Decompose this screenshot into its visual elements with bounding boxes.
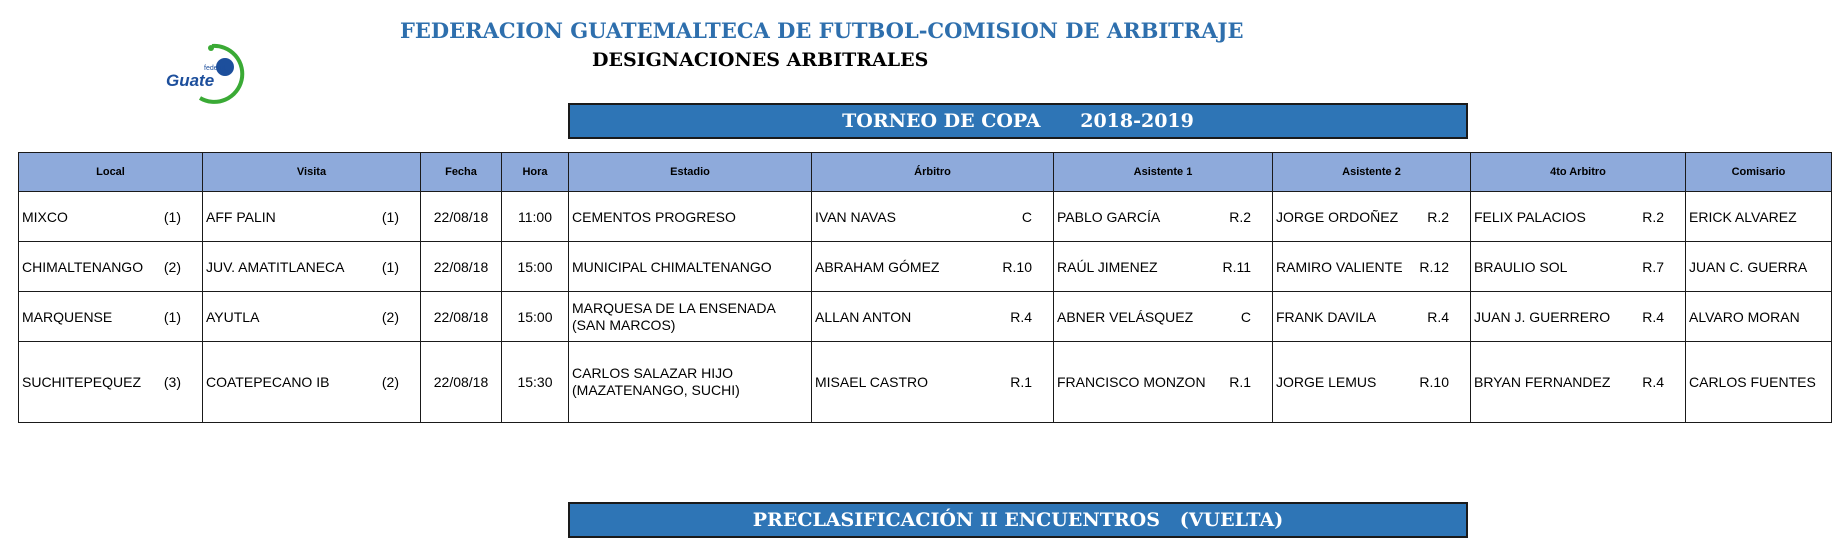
cell-asistente2: FRANK DAVILA R.4 bbox=[1273, 292, 1471, 342]
col-header-asistente1: Asistente 1 bbox=[1054, 153, 1273, 192]
document-subtitle: DESIGNACIONES ARBITRALES bbox=[592, 49, 929, 71]
table-row bbox=[19, 242, 1832, 292]
cell-cuarto: BRAULIO SOL R.7 bbox=[1471, 242, 1686, 292]
cell-cuarto: JUAN J. GUERRERO R.4 bbox=[1471, 292, 1686, 342]
cell-asistente1: RAÚL JIMENEZ R.11 bbox=[1054, 242, 1273, 292]
cell-fecha: 22/08/18 bbox=[421, 342, 502, 423]
preclasificacion-banner bbox=[568, 502, 1468, 538]
table-row bbox=[19, 192, 1832, 242]
cell-fecha: 22/08/18 bbox=[421, 242, 502, 292]
cell-estadio: MUNICIPAL CHIMALTENANGO bbox=[569, 242, 812, 292]
cell-hora: 15:30 bbox=[502, 342, 569, 423]
tournament-season: 2018-2019 bbox=[1080, 110, 1194, 132]
cell-comisario: CARLOS FUENTES bbox=[1686, 342, 1832, 423]
cell-fecha: 22/08/18 bbox=[421, 192, 502, 242]
col-header-estadio: Estadio bbox=[569, 153, 812, 192]
cell-estadio: CEMENTOS PROGRESO bbox=[569, 192, 812, 242]
tournament-name: TORNEO DE COPA bbox=[842, 110, 1041, 132]
federation-title: FEDERACION GUATEMALTECA DE FUTBOL-COMISION DE ARBITRAJE bbox=[400, 18, 1244, 43]
cell-visita: AFF PALIN (1) bbox=[203, 192, 421, 242]
col-header-cuarto: 4to Arbitro bbox=[1471, 153, 1686, 192]
cell-fecha: 22/08/18 bbox=[421, 292, 502, 342]
cell-arbitro: ALLAN ANTON R.4 bbox=[812, 292, 1054, 342]
cell-comisario: JUAN C. GUERRA bbox=[1686, 242, 1832, 292]
cell-asistente1: ABNER VELÁSQUEZ C bbox=[1054, 292, 1273, 342]
cell-visita: COATEPECANO IB (2) bbox=[203, 342, 421, 423]
table-row bbox=[19, 342, 1832, 423]
cell-cuarto: BRYAN FERNANDEZ R.4 bbox=[1471, 342, 1686, 423]
cell-hora: 15:00 bbox=[502, 242, 569, 292]
table-row bbox=[19, 292, 1832, 342]
fedefut-logo bbox=[160, 38, 260, 110]
logo-small-text: fedefut bbox=[204, 65, 226, 72]
col-header-hora: Hora bbox=[502, 153, 569, 192]
section-leg: (VUELTA) bbox=[1179, 509, 1284, 531]
col-header-asistente2: Asistente 2 bbox=[1273, 153, 1471, 192]
cell-arbitro: IVAN NAVAS C bbox=[812, 192, 1054, 242]
cell-asistente2: JORGE ORDOÑEZ R.2 bbox=[1273, 192, 1471, 242]
cell-visita: AYUTLA (2) bbox=[203, 292, 421, 342]
cell-arbitro: MISAEL CASTRO R.1 bbox=[812, 342, 1054, 423]
cell-visita: JUV. AMATITLANECA (1) bbox=[203, 242, 421, 292]
cell-asistente1: PABLO GARCÍA R.2 bbox=[1054, 192, 1273, 242]
cell-asistente2: JORGE LEMUS R.10 bbox=[1273, 342, 1471, 423]
cell-hora: 15:00 bbox=[502, 292, 569, 342]
cell-local: MIXCO (1) bbox=[19, 192, 203, 242]
col-header-fecha: Fecha bbox=[421, 153, 502, 192]
cell-local: MARQUENSE (1) bbox=[19, 292, 203, 342]
cell-local: SUCHITEPEQUEZ (3) bbox=[19, 342, 203, 423]
col-header-comisario: Comisario bbox=[1686, 153, 1832, 192]
logo-text: Guate bbox=[166, 71, 215, 90]
table-header-row bbox=[19, 153, 1832, 192]
tournament-banner bbox=[568, 103, 1468, 139]
col-header-visita: Visita bbox=[203, 153, 421, 192]
cell-estadio: CARLOS SALAZAR HIJO (MAZATENANGO, SUCHI) bbox=[569, 342, 812, 423]
cell-hora: 11:00 bbox=[502, 192, 569, 242]
designations-table bbox=[18, 152, 1832, 423]
cell-estadio: MARQUESA DE LA ENSENADA (SAN MARCOS) bbox=[569, 292, 812, 342]
col-header-arbitro: Árbitro bbox=[812, 153, 1054, 192]
col-header-local: Local bbox=[19, 153, 203, 192]
cell-asistente1: FRANCISCO MONZON R.1 bbox=[1054, 342, 1273, 423]
cell-comisario: ALVARO MORAN bbox=[1686, 292, 1832, 342]
cell-comisario: ERICK ALVAREZ bbox=[1686, 192, 1832, 242]
cell-local: CHIMALTENANGO (2) bbox=[19, 242, 203, 292]
cell-cuarto: FELIX PALACIOS R.2 bbox=[1471, 192, 1686, 242]
cell-asistente2: RAMIRO VALIENTE R.12 bbox=[1273, 242, 1471, 292]
cell-arbitro: ABRAHAM GÓMEZ R.10 bbox=[812, 242, 1054, 292]
section-name: PRECLASIFICACIÓN II ENCUENTROS bbox=[752, 509, 1160, 531]
